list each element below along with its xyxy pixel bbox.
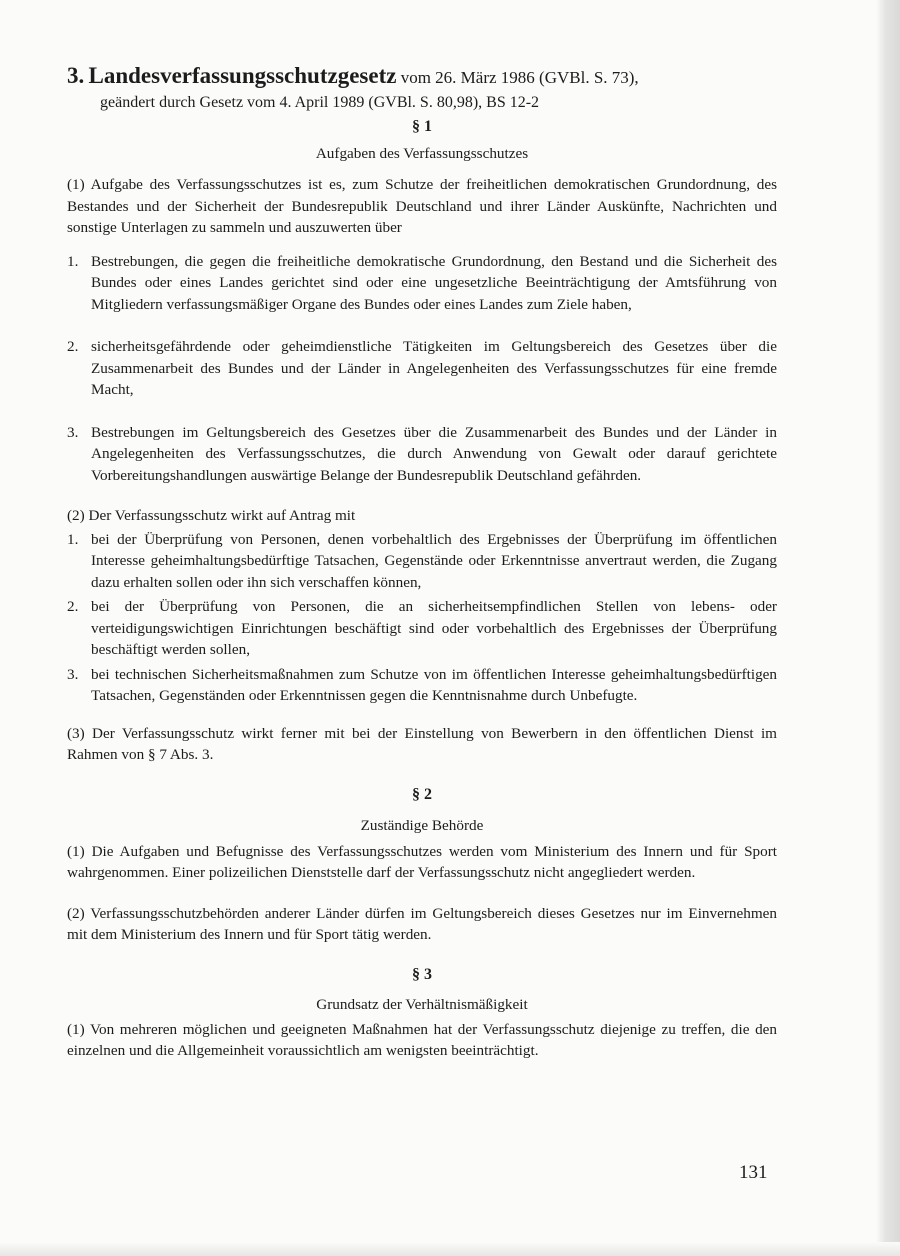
law-number: 3. — [67, 63, 85, 88]
list-item-number: 2. — [67, 338, 79, 355]
list-item-text: bei der Überprüfung von Personen, denen vorbehaltlich des Ergebnisses der Überprüfung im öffentlichen Interesse geheimhaltungsbedürftige Tatsachen, Gegenstände oder Erkenntnisse anvertraut werden, die Zugang dazu erhalten sollen oder ihn sich verschaffen können, — [91, 530, 777, 591]
list-item-number: 2. — [67, 598, 79, 615]
section-1-mark: § 1 — [412, 118, 432, 135]
section-1-title: Aufgaben des Verfassungsschutzes — [315, 145, 529, 162]
page-edge-shadow-bottom — [0, 1242, 900, 1256]
law-amendment: geändert durch Gesetz vom 4. April 1989 (GVBl. S. 80,98), BS 12-2 — [100, 94, 540, 111]
document-page — [67, 62, 777, 1062]
s2-paragraph-2: (2) Verfassungsschutzbehörden anderer Länder dürfen im Geltungsbereich dieses Gesetzes nur im Einvernehmen mit dem Ministerium des Innern und für Sport tätig werden. — [67, 904, 777, 943]
list-item — [67, 596, 777, 661]
s1-paragraph-1-list — [67, 251, 777, 487]
list-item-text: sicherheitsgefährdende oder geheimdienstliche Tätigkeiten im Geltungsbereich des Gesetzes über die Zusammenarbeit des Bundes und der Länder in Angelegenheiten des Verfassungsschutzes für eine fremde Macht, — [91, 338, 777, 398]
s1-paragraph-3: (3) Der Verfassungsschutz wirkt ferner mit bei der Einstellung von Bewerbern in den öffentlichen Dienst im Rahmen von § 7 Abs. 3. — [67, 724, 777, 763]
s1-paragraph-1-intro: (1) Aufgabe des Verfassungsschutzes ist es, zum Schutze der freiheitlichen demokratischen Grundordnung, des Bestandes und der Sicherheit der Bundesrepublik Deutschland und ihrer Länder Auskünfte, Nachrichten und sonstige Unterlagen zu sammeln und auszuwerten über — [67, 176, 777, 236]
section-2-mark: § 2 — [412, 785, 432, 803]
s1-paragraph-2-list — [67, 529, 777, 707]
law-title — [67, 62, 777, 92]
s1-paragraph-2-intro: (2) Der Verfassungsschutz wirkt auf Antrag mit — [67, 507, 356, 524]
list-item — [67, 251, 777, 316]
list-item-number: 3. — [67, 665, 79, 683]
page-edge-shadow — [876, 0, 900, 1256]
section-2-title: Zuständige Behörde — [360, 816, 484, 834]
law-date: vom 26. März 1986 (GVBl. S. 73), — [396, 68, 639, 87]
section-3-title: Grundsatz der Verhältnismäßigkeit — [316, 995, 528, 1013]
list-item-number: 3. — [67, 423, 79, 441]
list-item — [67, 336, 777, 401]
list-item — [67, 664, 777, 707]
list-item — [67, 529, 777, 594]
list-item-number: 1. — [67, 252, 79, 270]
list-item-text: bei technischen Sicherheitsmaßnahmen zum Schutze von im öffentlichen Interesse geheimhaltungsbedürftigen Tatsachen, Gegenständen oder Erkenntnissen gegen die Kenntnisnahme durch Unbefugte. — [91, 665, 777, 704]
list-item — [67, 422, 777, 487]
list-item-number: 1. — [67, 530, 79, 548]
page-number: 131 — [739, 1162, 768, 1183]
list-item-text: Bestrebungen im Geltungsbereich des Gesetzes über die Zusammenarbeit des Bundes und der Länder in Angelegenheiten des Verfassungsschutzes, die durch Anwendung von Gewalt oder darauf gerichtete Vorbereitungshandlungen auswärtige Belange der Bundesrepublik Deutschland gefährden. — [91, 423, 777, 484]
s2-paragraph-1: (1) Die Aufgaben und Befugnisse des Verfassungsschutzes werden vom Ministerium des Innern und für Sport wahrgenommen. Einer polizeilichen Dienststelle darf der Verfassungsschutz nicht angegliedert werden. — [67, 842, 777, 881]
law-name: Landesverfassungsschutzgesetz — [88, 63, 397, 88]
list-item-text: Bestrebungen, die gegen die freiheitliche demokratische Grundordnung, den Bestand und die Sicherheit des Bundes oder eines Landes gerichtet sind oder eine ungesetzliche Beeinträchtigung der Amtsführung von Mitgliedern verfassungsmäßiger Organe des Bundes oder eines Landes zum Ziele haben, — [91, 252, 777, 313]
s3-paragraph-1: (1) Von mehreren möglichen und geeigneten Maßnahmen hat der Verfassungsschutz diejenige zu treffen, die den einzelnen und die Allgemeinheit voraussichtlich am wenigsten beeinträchtigt. — [67, 1020, 777, 1059]
section-3-mark: § 3 — [412, 965, 432, 983]
list-item-text: bei der Überprüfung von Personen, die an sicherheitsempfindlichen Stellen von lebens- oder verteidigungswichtigen Einrichtungen beschäftigt sind oder vorbehaltlich des Ergebnisses der Überprüfung beschäftigt werden sollen, — [91, 598, 777, 658]
